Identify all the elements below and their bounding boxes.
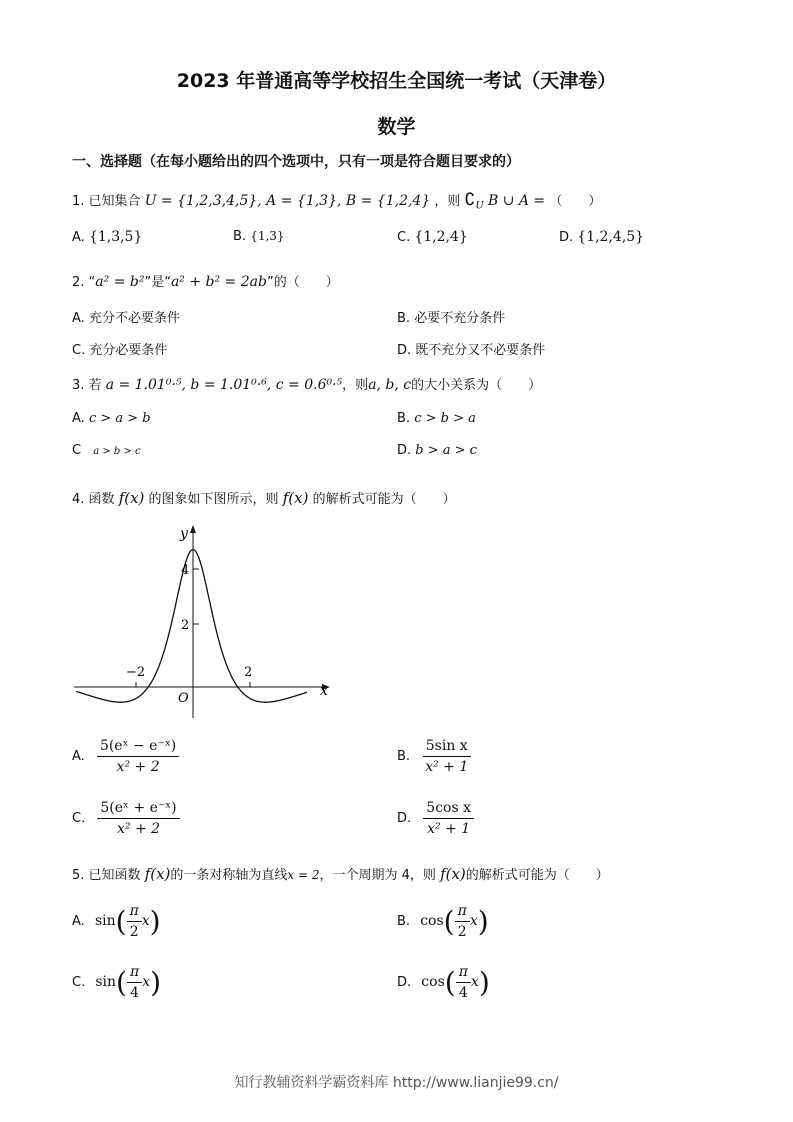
fraction-denominator: 2 (129, 924, 139, 940)
fraction-numerator: 5sin x (423, 738, 471, 757)
option-fraction (423, 800, 474, 837)
q5-option-b[interactable]: B. cos( $\frac{\pi}{2}$ x) (397, 903, 489, 940)
option-text: c > b > a (414, 411, 476, 426)
q2-option-d[interactable] (397, 339, 545, 358)
q3-prefix: 3. 若 (72, 378, 102, 393)
q1-prefix: 1. 已知集合 (72, 194, 141, 209)
option-fraction (456, 964, 471, 1001)
q1-option-c[interactable] (397, 229, 468, 245)
option-fraction (97, 800, 179, 837)
section-heading: 一、选择题（在每小题给出的四个选项中，只有一项是符合题目要求的） (72, 154, 520, 170)
fraction-numerator: π (455, 903, 470, 922)
q2-condition-2: a² + b² = 2ab (170, 274, 267, 290)
q2-condition-1: a² = b² (95, 274, 145, 290)
x-tick-label-2: 2 (244, 665, 253, 680)
option-label: A. (72, 749, 85, 764)
option-text: 充分不必要条件 (88, 311, 180, 326)
fraction-numerator: π (456, 964, 471, 983)
option-label: A. (72, 230, 85, 245)
q1-sets: U = {1,2,3,4,5}, A = {1,3}, B = {1,2,4} (144, 193, 431, 209)
option-fraction (455, 903, 470, 940)
q4-fx-2: f(x) (282, 489, 309, 507)
q2-mid: ”是“ (144, 275, 171, 290)
y-axis-arrow (190, 525, 196, 533)
variable: x (469, 913, 478, 929)
q1-mid: ，则 (434, 194, 461, 209)
q5-option-c[interactable]: C. sin( $\frac{\pi}{4}$ x) (72, 964, 162, 1001)
origin-label: O (178, 691, 189, 706)
exam-title: 2023 年普通高等学校招生全国统一考试（天津卷） (176, 70, 617, 92)
option-label: A. (72, 411, 85, 426)
option-text: {1,3} (250, 229, 285, 243)
q4-fx: f(x) (118, 489, 145, 507)
q3-option-a[interactable] (72, 411, 151, 426)
option-label: C. (72, 975, 86, 990)
function-curve (76, 550, 307, 703)
q5-option-a[interactable]: A. sin( $\frac{\pi}{2}$ x) (72, 903, 161, 940)
option-label: D. (559, 230, 574, 245)
variable: x (141, 913, 150, 929)
q5-option-d[interactable]: D. cos( $\frac{\pi}{4}$ x) (397, 964, 490, 1001)
option-fraction (127, 964, 142, 1001)
variable: x (470, 974, 479, 990)
q3-option-d[interactable] (397, 443, 477, 458)
question-4 (72, 488, 456, 507)
option-label: B. (397, 311, 411, 326)
q3-vars: a, b, c (368, 377, 412, 393)
q1-option-d[interactable] (559, 229, 644, 245)
complement-subscript: U (475, 200, 484, 212)
q2-option-b[interactable] (397, 307, 505, 326)
option-fraction (97, 738, 179, 775)
option-label: B. (397, 914, 411, 929)
q4-mid: 的图象如下图所示，则 (148, 492, 279, 507)
q3-suffix: 的大小关系为（ ） (411, 378, 542, 393)
option-label: C. (72, 343, 86, 358)
q4-suffix: 的解析式可能为（ ） (312, 492, 456, 507)
trig-function: sin (95, 974, 117, 990)
option-label: D. (397, 343, 412, 358)
option-text: b > a > c (415, 443, 477, 458)
option-text: {1,2,4} (414, 229, 468, 245)
fraction-denominator: x² + 1 (425, 759, 469, 775)
q4-option-b[interactable] (397, 738, 471, 775)
variable: x (142, 974, 151, 990)
fraction-denominator: 2 (457, 924, 467, 940)
q4-option-c[interactable] (72, 800, 180, 837)
q1-option-a[interactable] (72, 229, 142, 245)
fraction-denominator: 4 (458, 985, 468, 1001)
option-text: {1,2,4,5} (577, 229, 645, 245)
option-label: C. (397, 230, 411, 245)
option-text: 既不充分又不必要条件 (415, 343, 546, 358)
option-label: D. (397, 975, 412, 990)
option-fraction (422, 738, 471, 775)
q4-prefix: 4. 函数 (72, 492, 115, 507)
fraction-denominator: x² + 1 (427, 821, 471, 837)
q5-fx: f(x) (144, 865, 171, 883)
q3-option-c[interactable] (72, 443, 141, 458)
q3-definitions: a = 1.01⁰·⁵, b = 1.01⁰·⁶, c = 0.6⁰·⁵ (105, 377, 343, 393)
option-label: D. (397, 811, 412, 826)
question-5 (72, 864, 609, 883)
trig-function: cos (421, 974, 445, 990)
option-label: D. (397, 443, 412, 458)
option-fraction (127, 903, 142, 940)
q5-axis-line: x = 2 (287, 868, 320, 882)
fraction-denominator: x² + 2 (116, 759, 160, 775)
function-graph (68, 520, 338, 725)
q1-expression: B ∪ A = (487, 193, 546, 209)
option-label: C. (72, 811, 86, 826)
q1-paren: （ ） (549, 194, 602, 209)
fraction-denominator: x² + 2 (116, 821, 161, 837)
fraction-numerator: π (127, 903, 142, 922)
option-label: C (72, 443, 82, 458)
option-text: 充分必要条件 (89, 343, 168, 358)
fraction-numerator: 5cos x (423, 800, 474, 819)
option-text: c > a > b (88, 411, 151, 426)
footer-watermark: 知行教辅资料学霸资料库 http://www.lianjie99.cn/ (234, 1075, 559, 1091)
option-text: a > b > c (93, 446, 141, 457)
x-tick-label-neg2: −2 (126, 665, 146, 680)
question-1 (72, 190, 601, 212)
subject-title: 数学 (377, 116, 416, 138)
q5-mid-1: 的一条对称轴为直线 (170, 868, 288, 883)
fraction-denominator: 4 (130, 985, 140, 1001)
q5-suffix: 的解析式可能为（ ） (465, 868, 609, 883)
q5-fx-2: f(x) (440, 865, 466, 883)
y-tick-label-4: 4 (181, 563, 190, 578)
q5-prefix: 5. 已知函数 (72, 868, 141, 883)
q4-option-a[interactable] (72, 738, 179, 775)
option-text: {1,3,5} (88, 229, 143, 245)
q3-mid: ，则 (342, 378, 369, 393)
option-label: B. (397, 411, 411, 426)
option-text: 必要不充分条件 (414, 311, 506, 326)
fraction-numerator: 5(eˣ + e⁻ˣ) (97, 800, 179, 819)
q2-suffix: ”的（ ） (266, 275, 339, 290)
y-tick-label-2: 2 (181, 618, 190, 633)
fraction-numerator: 5(eˣ − e⁻ˣ) (97, 738, 179, 757)
option-label: B. (397, 749, 411, 764)
y-axis-label: y (180, 526, 188, 542)
q4-option-d[interactable] (397, 800, 474, 837)
question-2 (72, 271, 339, 290)
x-axis-label: x (320, 683, 328, 699)
option-label: A. (72, 914, 85, 929)
q1-option-b[interactable] (233, 229, 285, 244)
q2-option-c[interactable] (72, 339, 167, 358)
fraction-numerator: π (127, 964, 142, 983)
option-label: A. (72, 311, 85, 326)
question-3 (72, 374, 541, 393)
trig-function: cos (420, 913, 444, 929)
option-label: B. (233, 229, 247, 244)
trig-function: sin (94, 913, 116, 929)
q3-option-b[interactable] (397, 411, 476, 426)
q2-prefix: 2. “ (72, 275, 96, 290)
complement-symbol: ∁ (464, 190, 476, 210)
q5-mid-2: ，一个周期为 4，则 (319, 868, 436, 883)
q2-option-a[interactable] (72, 307, 180, 326)
